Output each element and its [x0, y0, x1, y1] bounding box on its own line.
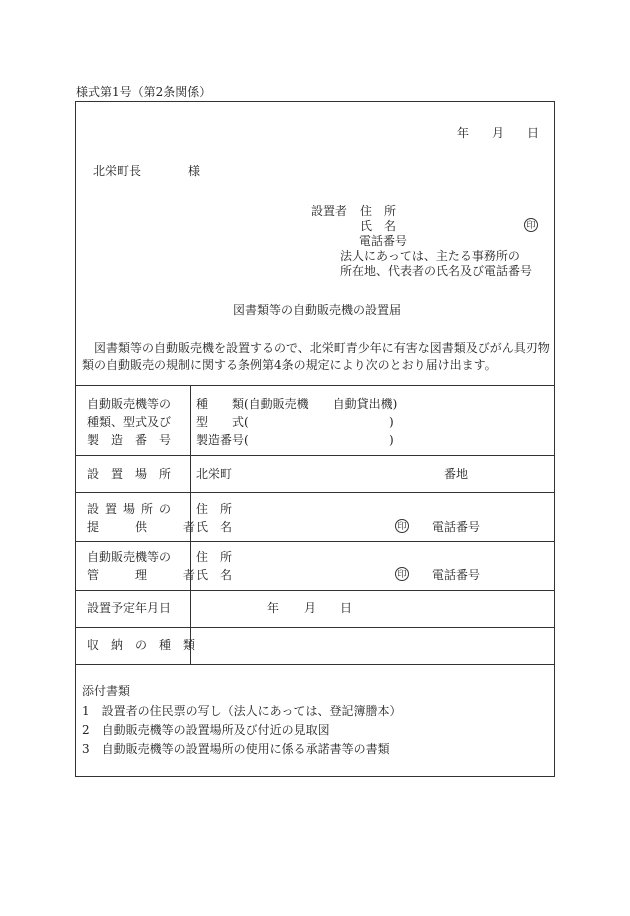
- machine-serial-open: 製造番号(: [196, 433, 249, 447]
- provider-label-line1: [87, 503, 183, 515]
- attachments-heading: 添付書類: [82, 684, 131, 698]
- manager-label-line1: 自動販売機等の: [87, 550, 172, 564]
- provider-label-line2: 提 供 者: [87, 520, 196, 534]
- applicant-name-label: 氏 名: [360, 219, 397, 233]
- manager-address-label: 住 所: [196, 550, 233, 564]
- machine-label-line1: 自動販売機等の: [87, 397, 172, 411]
- machine-model-open: 型 式(: [196, 415, 249, 429]
- addressee-name: 北栄町長: [93, 164, 142, 178]
- document-title: 図書類等の自動販売機の設置届: [233, 303, 402, 317]
- manager-phone-label: 電話番号: [432, 568, 481, 582]
- form-number-label: 様式第1号（第2条関係）: [76, 85, 212, 99]
- applicant-address-label: 住 所: [360, 204, 397, 218]
- manager-label-line2: 管 理 者: [87, 568, 196, 582]
- applicant-seal-icon: 印: [524, 218, 538, 232]
- provider-name-label: 氏 名: [196, 520, 233, 534]
- machine-type-line: 種 類(自動販売機 自動貸出機): [196, 397, 398, 411]
- scheduled-year: 年: [267, 601, 280, 615]
- location-lot: 番地: [444, 467, 469, 481]
- manager-name-label: 氏 名: [196, 568, 233, 582]
- attachment-item-3: 3 自動販売機等の設置場所の使用に係る承諾書等の書類: [82, 742, 390, 756]
- provider-label-text: 設置場所の: [87, 502, 178, 516]
- table-line-2: [75, 455, 555, 456]
- table-line-bottom: [75, 664, 555, 665]
- table-line-top: [75, 385, 555, 386]
- date-year: 年: [457, 126, 470, 140]
- machine-model-close: ): [389, 415, 394, 429]
- body-paragraph: 図書類等の自動販売機を設置するので、北栄町青少年に有害な図書類及びがん具刃物類の自動販売の規制に関する条例第4条の規定により次のとおり届け出ます。: [82, 341, 550, 372]
- provider-phone-label: 電話番号: [432, 520, 481, 534]
- applicant-note-line1: 法人にあっては、主たる事務所の: [340, 249, 520, 263]
- table-line-6: [75, 627, 555, 628]
- provider-address-label: 住 所: [196, 502, 233, 516]
- date-day: 日: [527, 126, 540, 140]
- storage-label: 収 納 の 種 類: [87, 638, 196, 652]
- location-label: 設 置 場 所: [87, 467, 172, 481]
- provider-label-spread: [87, 503, 183, 515]
- table-line-5: [75, 590, 555, 591]
- table-line-3: [75, 492, 555, 493]
- applicant-label: 設置者: [311, 204, 348, 218]
- scheduled-month: 月: [304, 601, 317, 615]
- machine-label-line3: 製 造 番 号: [87, 433, 172, 447]
- machine-label-line2: 種類、型式及び: [87, 415, 172, 429]
- location-town: 北栄町: [196, 467, 233, 481]
- attachment-item-2: 2 自動販売機等の設置場所及び付近の見取図: [82, 723, 330, 737]
- applicant-phone-label: 電話番号: [359, 234, 408, 248]
- attachment-item-1: 1 設置者の住民票の写し（法人にあっては、登記簿謄本）: [82, 704, 402, 718]
- table-line-4: [75, 541, 555, 542]
- date-month: 月: [492, 126, 505, 140]
- provider-seal-icon: 印: [395, 519, 409, 533]
- addressee-honorific: 様: [188, 164, 201, 178]
- applicant-note-line2: 所在地、代表者の氏名及び電話番号: [340, 264, 533, 278]
- manager-seal-icon: 印: [395, 567, 409, 581]
- scheduled-day: 日: [340, 601, 353, 615]
- scheduled-date-label: 設置予定年月日: [87, 601, 172, 615]
- machine-serial-close: ): [389, 433, 394, 447]
